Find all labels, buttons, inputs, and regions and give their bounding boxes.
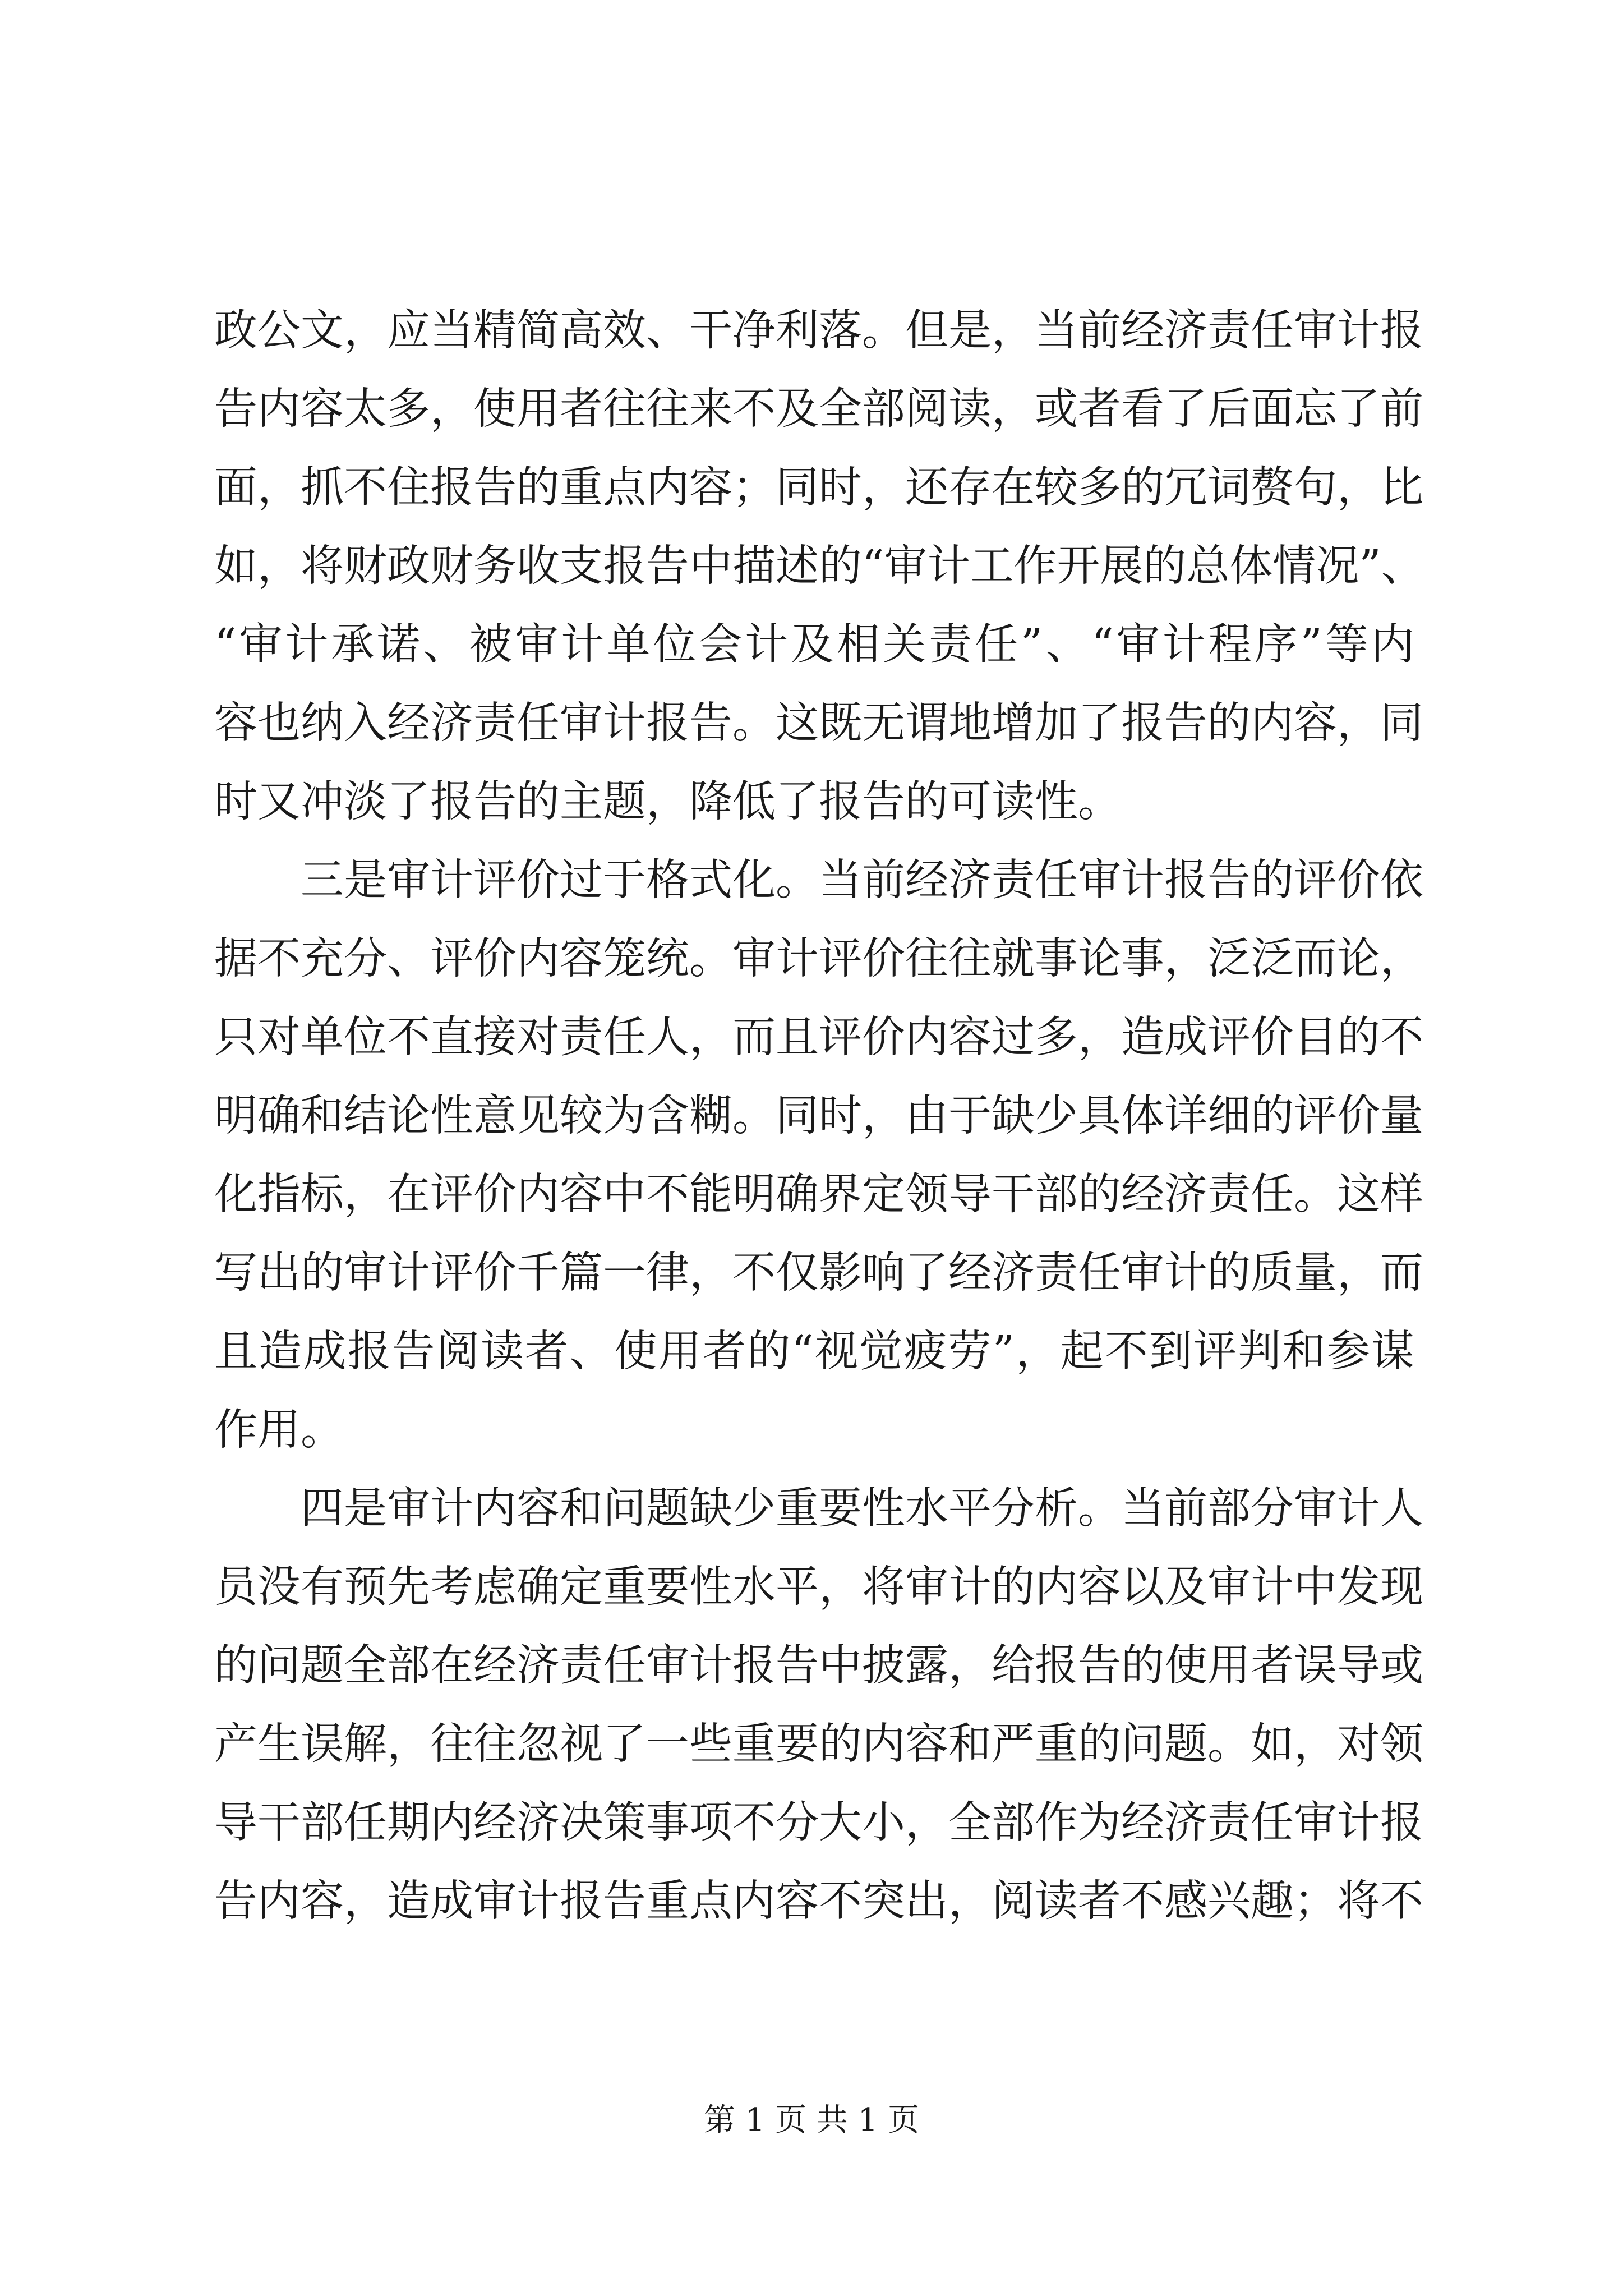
text-line: 容也纳入经济责任审计报告。这既无谓地增加了报告的内容，同 bbox=[214, 698, 1423, 748]
text-line: 产生误解，往往忽视了一些重要的内容和严重的问题。如，对领 bbox=[214, 1719, 1423, 1769]
text-line: 告内容，造成审计报告重点内容不突出，阅读者不感兴趣；将不 bbox=[214, 1876, 1423, 1926]
text-line: 只对单位不直接对责任人，而且评价内容过多，造成评价目的不 bbox=[214, 1013, 1423, 1062]
text-line: 员没有预先考虑确定重要性水平，将审计的内容以及审计中发现 bbox=[214, 1562, 1423, 1612]
document-body bbox=[214, 292, 1424, 1941]
text-line: 面，抓不住报告的重点内容；同时，还存在较多的冗词赘句，比 bbox=[214, 463, 1423, 513]
text-line: 据不充分、评价内容笼统。审计评价往往就事论事，泛泛而论， bbox=[214, 934, 1423, 984]
text-line: 导干部任期内经济决策事项不分大小，全部作为经济责任审计报 bbox=[214, 1798, 1423, 1848]
text-line: 且造成报告阅读者、使用者的“视觉疲劳”，起不到评判和参谋 bbox=[214, 1327, 1414, 1377]
text-line: 明确和结论性意见较为含糊。同时，由于缺少具体详细的评价量 bbox=[214, 1091, 1423, 1141]
text-line: 化指标，在评价内容中不能明确界定领导干部的经济责任。这样 bbox=[214, 1170, 1423, 1220]
text-line: 三是审计评价过于格式化。当前经济责任审计报告的评价依 bbox=[301, 855, 1423, 905]
text-line: 作用。 bbox=[214, 1405, 344, 1455]
text-line: “审计承诺、被审计单位会计及相关责任”、“审计程序”等内 bbox=[214, 620, 1414, 670]
text-line: 写出的审计评价千篇一律，不仅影响了经济责任审计的质量，而 bbox=[214, 1248, 1423, 1298]
text-line: 告内容太多，使用者往往来不及全部阅读，或者看了后面忘了前 bbox=[214, 384, 1423, 434]
text-line: 的问题全部在经济责任审计报告中披露，给报告的使用者误导或 bbox=[214, 1641, 1423, 1691]
page-footer: 第 1 页 共 1 页 bbox=[703, 2102, 920, 2138]
text-line: 时又冲淡了报告的主题，降低了报告的可读性。 bbox=[214, 777, 1121, 827]
text-line: 四是审计内容和问题缺少重要性水平分析。当前部分审计人 bbox=[301, 1484, 1423, 1534]
text-line: 如，将财政财务收支报告中描述的“审计工作开展的总体情况”、 bbox=[214, 541, 1424, 591]
text-line: 政公文，应当精简高效、干净利落。但是，当前经济责任审计报 bbox=[214, 306, 1423, 356]
